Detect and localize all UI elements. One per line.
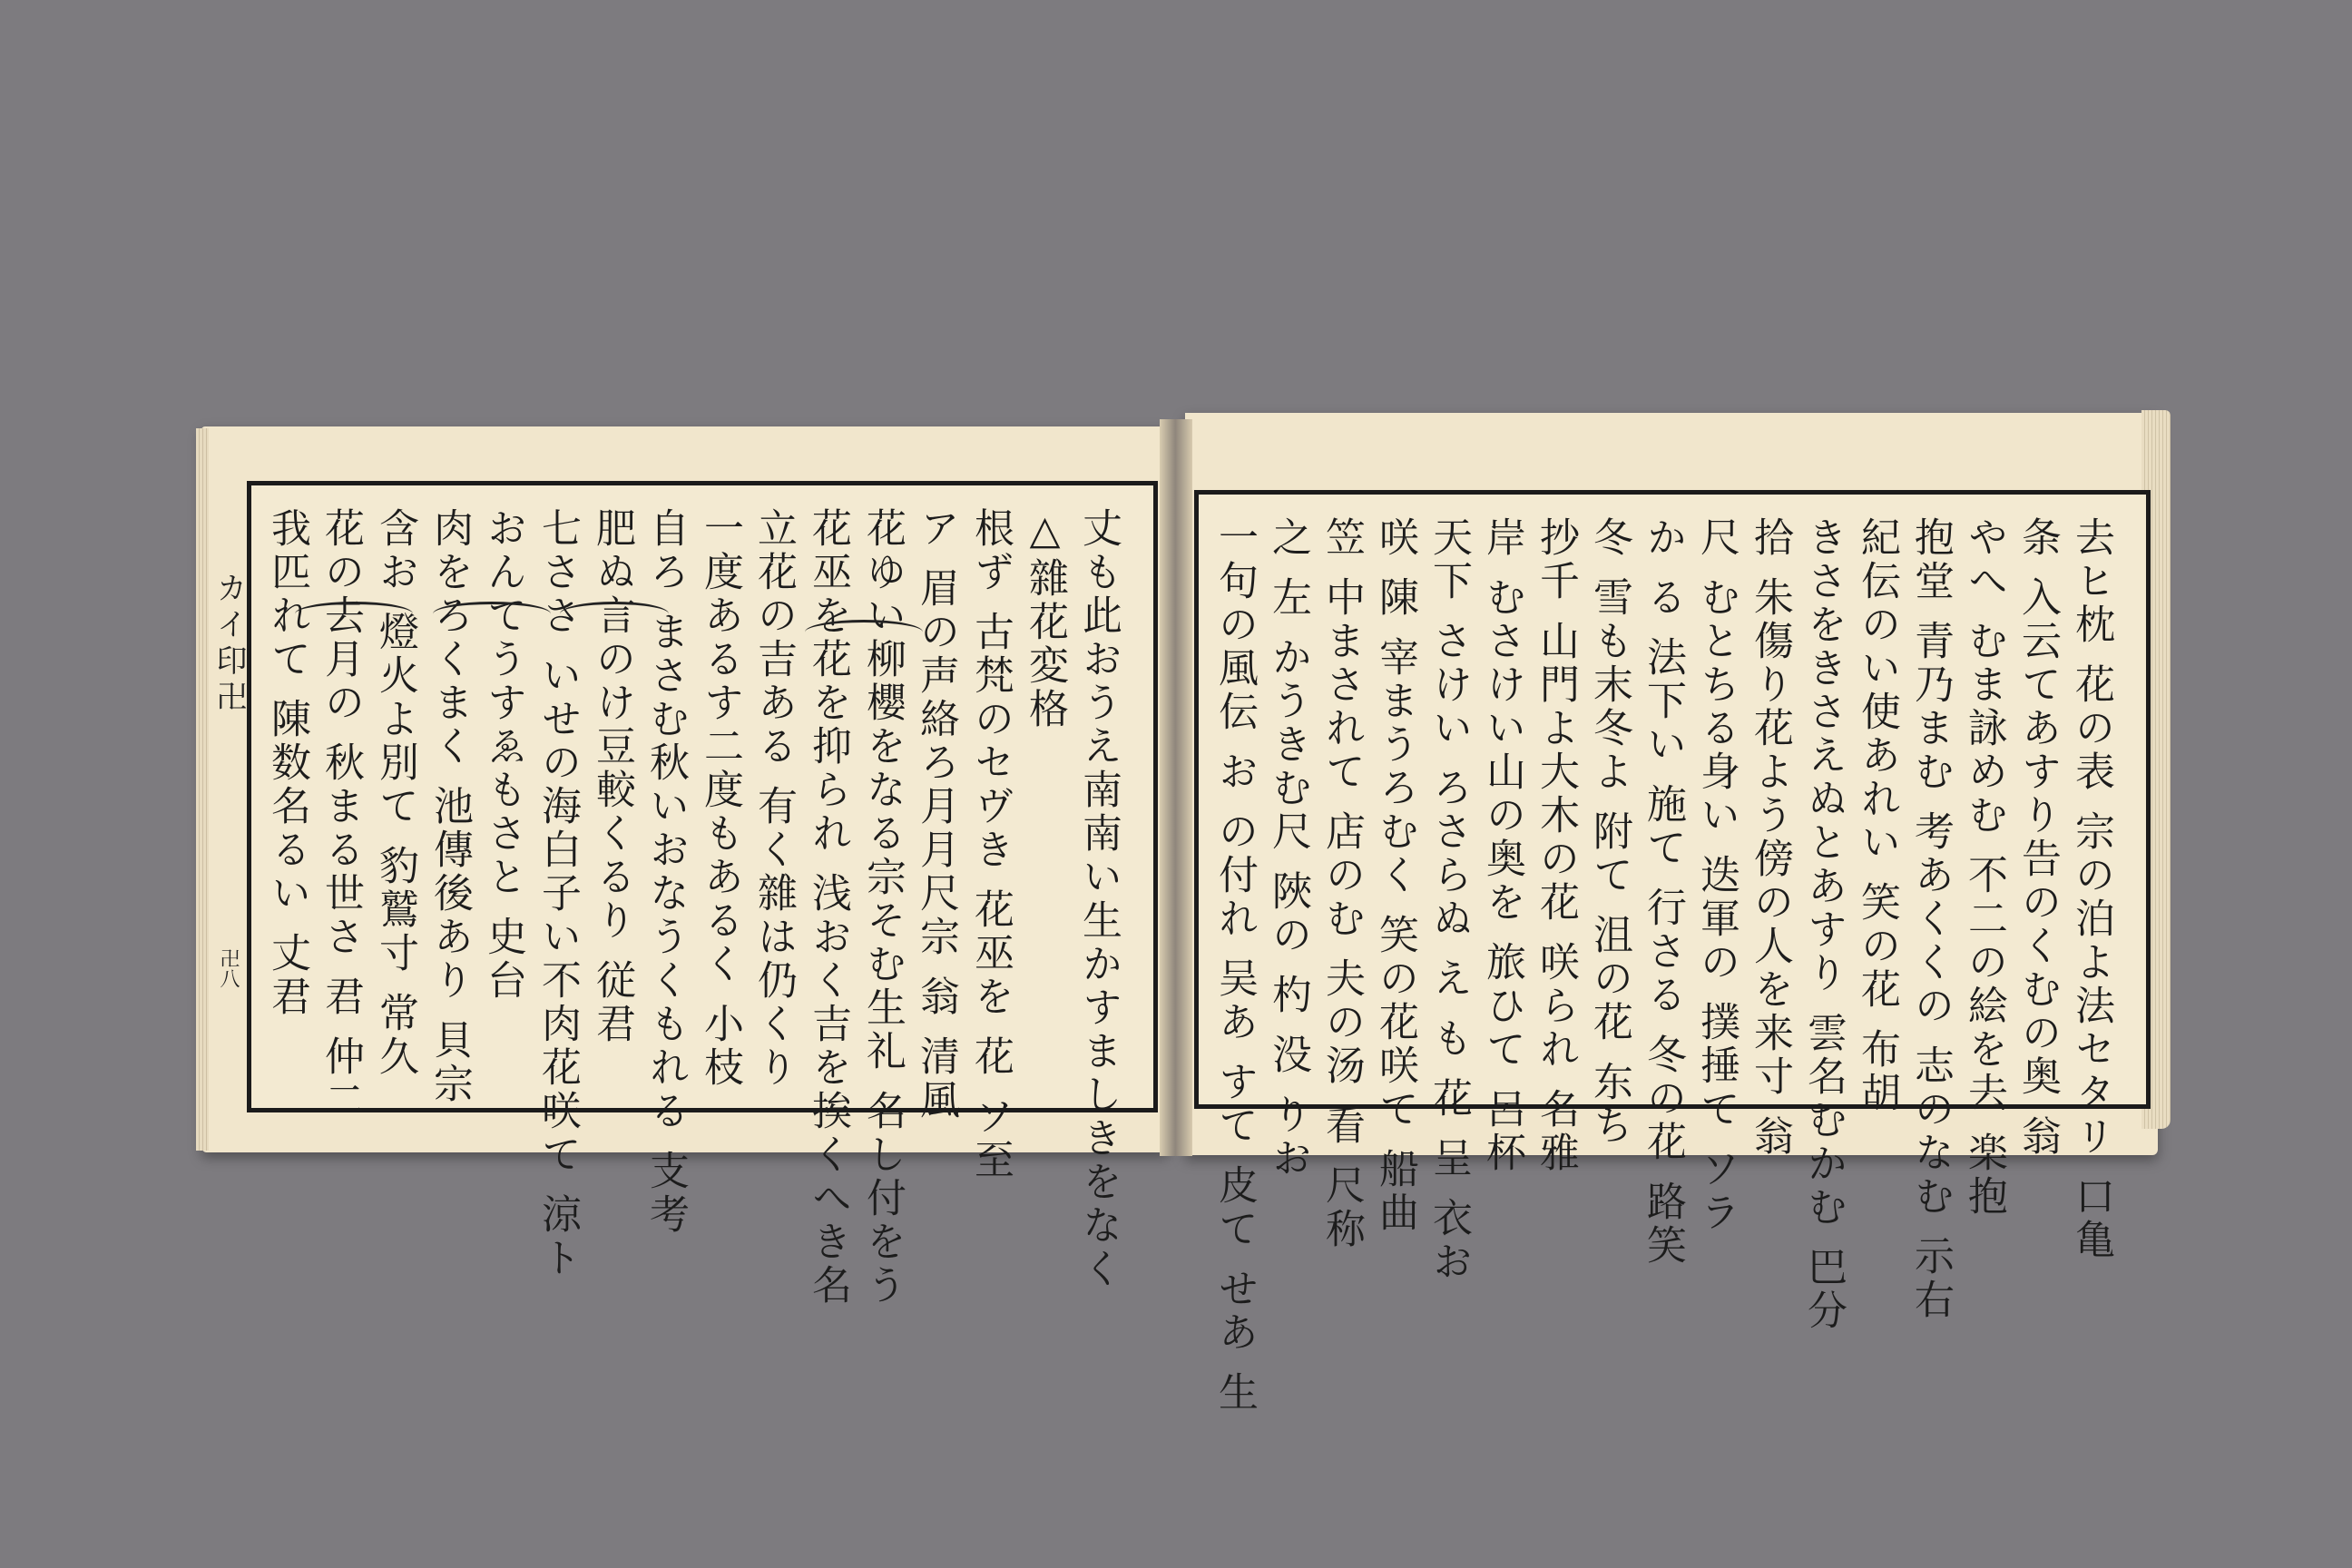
text-column: 拾 朱傷り花よう傍の人を来寸 翁 bbox=[1747, 516, 1793, 1159]
text-column: 花の去月の 秋まる世さ 君 仲二 bbox=[318, 507, 364, 1122]
text-column: 肥ぬ言のけ豆較くるり 従君 bbox=[589, 507, 635, 1046]
text-column: 尺 むとちる身い 迭軍の 撲捶て ソラ bbox=[1693, 516, 1740, 1235]
text-column: やへ むま詠めむ 不二の絵を去 楽抱 bbox=[1961, 516, 2007, 1219]
text-column: ア 眉の声絡ろ月月尺宗 翁 清風 bbox=[913, 507, 959, 1122]
left-text-frame bbox=[247, 481, 1158, 1308]
text-column: 花ゆい柳櫻をなる宗そむ生礼 名し付をう bbox=[859, 507, 906, 1308]
text-column: 一句の風伝 お の付れ 吴あ すて 皮て せあ 生 bbox=[1211, 516, 1258, 1415]
text-column: 去ヒ枕 花の表 宗の泊よ法セタリ 口亀 bbox=[2068, 516, 2114, 1262]
grouping-arc bbox=[560, 602, 669, 626]
text-column: 天下 さけい ろさらぬ え も 花 呈 衣お bbox=[1426, 516, 1472, 1284]
right-text-frame bbox=[1194, 490, 2151, 1415]
text-column: 立花の吉ある 有く雜は仍くり bbox=[750, 507, 797, 1090]
left-page-edge bbox=[196, 428, 209, 1151]
text-column: きさをきさえぬとあすり 雲名むかむ 巴分 bbox=[1800, 516, 1847, 1333]
text-column: 含お 燈火よ別て 豹鷲寸 常久 bbox=[372, 507, 418, 1079]
grouping-arc bbox=[295, 602, 413, 626]
text-column: 我匹れて 陳数名るい 丈君 bbox=[264, 507, 310, 1019]
text-column: 自ろ まさむ秋いおなうくもれる 支考 bbox=[642, 507, 689, 1237]
text-column: 七ささ いせの海白子い不肉花咲て 涼ト bbox=[534, 507, 581, 1280]
text-column: 笠 中まされて 店のむ 夫の汤 看 尺称 bbox=[1318, 516, 1365, 1251]
text-column: 根ず 古梵のセヴき 花巫を 花 ソ至 bbox=[967, 507, 1014, 1182]
text-column: 一度あるす二度もあるく 小枝 bbox=[697, 507, 743, 1090]
text-column: 岸 むさけい山の奥を 旅ひて 呂杯 bbox=[1479, 516, 1525, 1175]
grouping-arc bbox=[805, 620, 923, 644]
text-column: 之 左 かうきむ尺 陜の 杓 没 りお bbox=[1265, 516, 1311, 1181]
text-column: か る 法下い 施て 行さる 冬の花 路笑 bbox=[1640, 516, 1686, 1268]
text-column: 丈も此おうえ南南い生かすましきをなく bbox=[1075, 507, 1122, 1291]
text-column: 咲 陳 宰まうろむく 笑の花咲て 船曲 bbox=[1372, 516, 1418, 1235]
text-column: 抄千 山門よ大木の花 咲られ 名雅 bbox=[1533, 516, 1579, 1175]
text-column: 抱堂 青乃まむ 考あくくの 志のなむ 示右 bbox=[1907, 516, 1954, 1322]
text-column: 肉をろくまく 池傳後あり 貝宗 bbox=[426, 507, 473, 1106]
text-column: 花巫を花を抑られ 浅おく吉を挨くへき名 bbox=[805, 507, 851, 1308]
text-column: 紀伝のい使あれい 笑の花 布胡 bbox=[1854, 516, 1900, 1115]
margin-title: カイ印卍 bbox=[211, 572, 247, 717]
text-column: おんてうすゑもさと 史台 bbox=[480, 507, 526, 1003]
text-column: 冬 雪も末冬よ 附て 沮の花 东ち bbox=[1586, 516, 1632, 1148]
text-column: △雜花変格 bbox=[1022, 507, 1068, 731]
folio-number: 卍八 bbox=[217, 948, 240, 988]
grouping-arc bbox=[433, 602, 551, 626]
text-column: 条 入云てあすり告のくむの奥 翁 bbox=[2014, 516, 2061, 1159]
book-gutter bbox=[1160, 419, 1192, 1156]
